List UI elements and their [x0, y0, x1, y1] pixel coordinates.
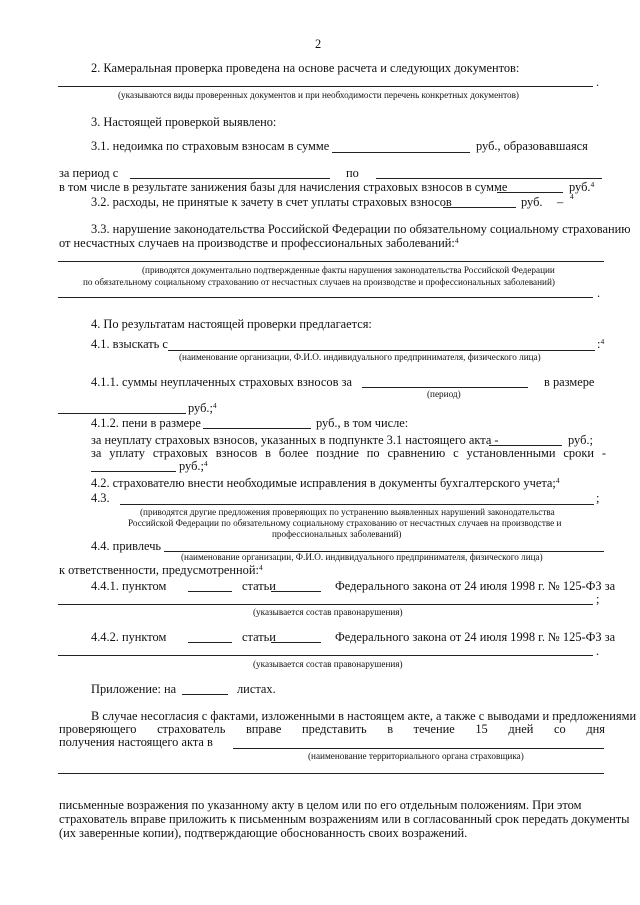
- item-4-4-1-clause-line: [188, 591, 232, 592]
- liable-org-note: (наименование организации, Ф.И.О. индивидуального предпринимателя, физического лица): [181, 552, 543, 562]
- section-4-title: 4. По результатам настоящей проверки предлагается:: [91, 317, 372, 331]
- appendix-sheets-line: [182, 694, 228, 695]
- word: в: [387, 722, 394, 736]
- disagree-line-1: В случае несогласия с фактами, изложенными в настоящем акте, а также с выводами и предложениями: [91, 709, 637, 723]
- word: дня: [586, 722, 605, 736]
- penalty-amount-line: [203, 428, 311, 429]
- footnote-4: 4: [454, 236, 459, 245]
- other-proposals-line: [120, 504, 594, 505]
- unpaid-amount-line: [58, 413, 186, 414]
- period-from-line: [130, 178, 330, 179]
- penalty-late-rub: руб.;: [179, 459, 204, 473]
- section-2-end: .: [596, 75, 600, 89]
- item-4-4-1-law: Федерального закона от 24 июля 1998 г. № 125-ФЗ за: [335, 579, 616, 593]
- footnote-4: 4: [590, 180, 595, 189]
- item-4-3-note-3: профессиональных заболеваний): [272, 529, 402, 539]
- item-4-4-2-law: Федерального закона от 24 июля 1998 г. № 125-ФЗ за: [335, 630, 616, 644]
- section-3-title: 3. Настоящей проверкой выявлено:: [91, 115, 277, 129]
- item-4-4-2-end: .: [596, 644, 600, 658]
- violations-line-2: [58, 297, 593, 298]
- appendix-sheets: листах.: [237, 682, 276, 696]
- section-2-title: 2. Камеральная проверка проведена на основе расчета и следующих документов:: [91, 61, 520, 75]
- including-rub: руб.: [569, 180, 591, 194]
- insurer-body-line: [233, 748, 604, 749]
- arrears-amount-line: [332, 152, 470, 153]
- period-to-label: по: [346, 166, 359, 180]
- item-4-4-2-article-line: [271, 642, 321, 643]
- item-4-1-2-rub: руб., в том числе:: [316, 416, 409, 430]
- item-4-4-2-text: 4.4.2. пунктом: [91, 630, 167, 644]
- item-3-1-text: 3.1. недоимка по страховым взносам в сумме: [91, 139, 330, 153]
- item-4-4-1-end: ;: [596, 592, 600, 606]
- violation-note-1: (указывается состав правонарушения): [253, 607, 403, 617]
- item-3-2-dash: –: [557, 195, 564, 209]
- item-3-2-rub: руб.: [521, 195, 543, 209]
- item-4-3-note-2: Российской Федерации по обязательному социальному страхованию от несчастных случаев на производстве и: [128, 518, 562, 528]
- item-4-3-end: ;: [596, 491, 600, 505]
- item-3-3-end: .: [597, 286, 601, 300]
- violations-line: [58, 261, 604, 262]
- appendix-text: Приложение: на: [91, 682, 177, 696]
- including-text: в том числе в результате занижения базы для начисления страховых взносов в сумме: [59, 180, 508, 194]
- item-4-4-2-article: статьи: [242, 630, 276, 644]
- item-3-3-line-1: 3.3. нарушение законодательства Российской Федерации по обязательному социальному страхованию: [91, 222, 631, 236]
- documents-line: [58, 86, 593, 87]
- disagree-line-2: [59, 723, 605, 735]
- item-4-4-line-2: к ответственности, предусмотренной:: [59, 563, 259, 577]
- word: со: [554, 722, 566, 736]
- item-4-1-2-text: 4.1.2. пени в размере: [91, 416, 201, 430]
- item-4-3-note-1: (приводятся другие предложения проверяющих по устранению выявленных нарушений законодательства: [140, 507, 555, 517]
- item-4-4-2-violation-line: [58, 655, 593, 656]
- word: проверяющего: [59, 722, 137, 736]
- item-4-4-1-article: статьи: [242, 579, 276, 593]
- item-4-1-1-size: в размере: [544, 375, 595, 389]
- insurer-body-note: (наименование территориального органа страховщика): [308, 751, 524, 761]
- item-3-3-note-1: (приводятся документально подтвержденные факты нарушения законодательства Российской Федерации: [142, 265, 555, 275]
- word: дней: [508, 722, 534, 736]
- final-line-2: страхователь вправе приложить к письменным возражениям или в согласованный срок передать документы: [59, 812, 630, 826]
- word: вправе: [245, 722, 282, 736]
- item-3-3-note-2: по обязательному социальному страхованию от несчастных случаев на производстве и профессиональных заболеваний): [83, 277, 555, 287]
- expenses-amount-line: [443, 207, 516, 208]
- period-from-label: за период с: [59, 166, 119, 180]
- item-4-1-end: :: [597, 337, 601, 351]
- penalty-unpaid-rub: руб.;: [568, 433, 593, 447]
- item-4-2-text: 4.2. страхователю внести необходимые исправления в документы бухгалтерского учета;: [91, 476, 556, 490]
- penalty-unpaid-text: за неуплату страховых взносов, указанных в подпункте 3.1 настоящего акта -: [91, 433, 499, 447]
- item-4-4-text: 4.4. привлечь: [91, 539, 162, 553]
- item-3-3-line-2: от несчастных случаев на производстве и профессиональных заболеваний:: [59, 236, 455, 250]
- insurer-body-line-2: [58, 773, 604, 774]
- disagree-line-3: получения настоящего акта в: [59, 735, 213, 749]
- item-4-4-1-violation-line: [58, 604, 593, 605]
- item-4-1-text: 4.1. взыскать с: [91, 337, 168, 351]
- penalty-late-text: за уплату страховых взносов в более поздние по сравнению с установленными сроки -: [91, 446, 606, 460]
- including-amount-line: [497, 192, 563, 193]
- period-to-line: [376, 178, 602, 179]
- footnote-4: 4: [570, 192, 574, 201]
- item-3-2-text: 3.2. расходы, не принятые к зачету в счет уплаты страховых взносов: [91, 195, 452, 209]
- footnote-4: 4: [600, 337, 605, 346]
- final-line-3: (их заверенные копии), подтверждающие обоснованность своих возражений.: [59, 826, 468, 840]
- penalty-late-line: [91, 471, 176, 472]
- word: течение: [413, 722, 455, 736]
- item-4-4-1-text: 4.4.1. пунктом: [91, 579, 167, 593]
- word: страхователь: [157, 722, 226, 736]
- item-4-4-2-clause-line: [188, 642, 232, 643]
- period-note: (период): [427, 389, 461, 399]
- item-4-1-1-text: 4.1.1. суммы неуплаченных страховых взносов за: [91, 375, 352, 389]
- footnote-4: 4: [212, 401, 217, 410]
- org-name-note: (наименование организации, Ф.И.О. индивидуального предпринимателя, физического лица): [179, 352, 541, 362]
- footnote-4: 4: [555, 476, 560, 485]
- footnote-4: 4: [258, 563, 263, 572]
- final-line-1: письменные возражения по указанному акту в целом или по его отдельным положениям. При этом: [59, 798, 582, 812]
- item-4-3-label: 4.3.: [91, 491, 110, 505]
- unpaid-rub: руб.;: [188, 401, 213, 415]
- item-4-4-1-article-line: [271, 591, 321, 592]
- word: представить: [302, 722, 367, 736]
- item-3-1-rub: руб., образовавшаяся: [476, 139, 588, 153]
- unpaid-period-line: [362, 387, 528, 388]
- violation-note-2: (указывается состав правонарушения): [253, 659, 403, 669]
- section-2-note: (указываются виды проверенных документов и при необходимости перечень конкретных документов): [118, 90, 519, 100]
- word: 15: [475, 722, 488, 736]
- footnote-4: 4: [203, 459, 208, 468]
- page-number: 2: [315, 37, 322, 51]
- recover-from-line: [168, 350, 595, 351]
